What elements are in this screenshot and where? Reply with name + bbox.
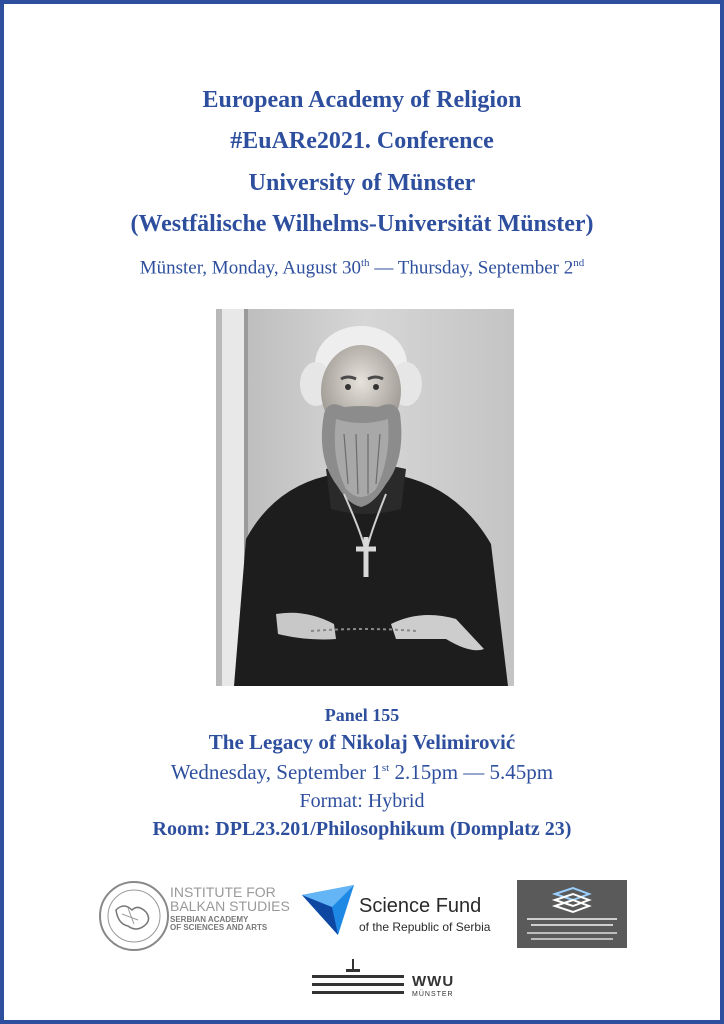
wwu-city: MÜNSTER xyxy=(412,991,454,998)
date-start: Münster, Monday, August 30 xyxy=(139,257,361,279)
header-line-4: (Westfälische Wilhelms-Universität Münster) xyxy=(130,211,594,237)
ibs-line-1: INSTITUTE FOR xyxy=(170,884,276,900)
header-line-2: #EuARe2021. Conference xyxy=(230,128,494,154)
panel-room: Room: DPL23.201/Philosophikum (Domplatz 23) xyxy=(152,818,572,840)
date-start-suffix: th xyxy=(361,257,370,269)
schedule-day-suffix: st xyxy=(381,762,390,774)
conference-dates xyxy=(0,257,724,279)
ibs-line-4: OF SCIENCES AND ARTS xyxy=(170,923,268,932)
science-fund-logo-icon xyxy=(302,885,354,935)
date-end-suffix: nd xyxy=(573,257,585,269)
date-end: — Thursday, September 2 xyxy=(369,257,574,279)
institute-logo xyxy=(517,880,627,948)
ibs-text xyxy=(170,885,290,932)
panel-format: Format: Hybrid xyxy=(299,790,425,812)
panel-number: Panel 155 xyxy=(324,705,400,725)
ibs-line-2: BALKAN STUDIES xyxy=(170,898,290,914)
institute-books-icon xyxy=(517,880,627,948)
wwu-name: WWU xyxy=(412,973,455,990)
science-fund-subtitle: of the Republic of Serbia xyxy=(359,920,491,934)
header-line-1: European Academy of Religion xyxy=(202,87,522,113)
schedule-time: 2.15pm — 5.45pm xyxy=(389,760,554,784)
schedule-day: Wednesday, September 1 xyxy=(170,760,382,784)
portrait-photo xyxy=(216,309,514,686)
panel-title: The Legacy of Nikolaj Velimirović xyxy=(208,730,516,754)
wwu-building-icon xyxy=(312,955,408,1001)
science-fund-title: Science Fund xyxy=(359,895,482,917)
ibs-emblem-icon xyxy=(98,880,170,952)
panel-schedule xyxy=(0,760,724,785)
portrait-illustration xyxy=(216,309,514,686)
header-line-3: University of Münster xyxy=(248,170,476,196)
ibs-line-3: SERBIAN ACADEMY xyxy=(170,915,249,924)
